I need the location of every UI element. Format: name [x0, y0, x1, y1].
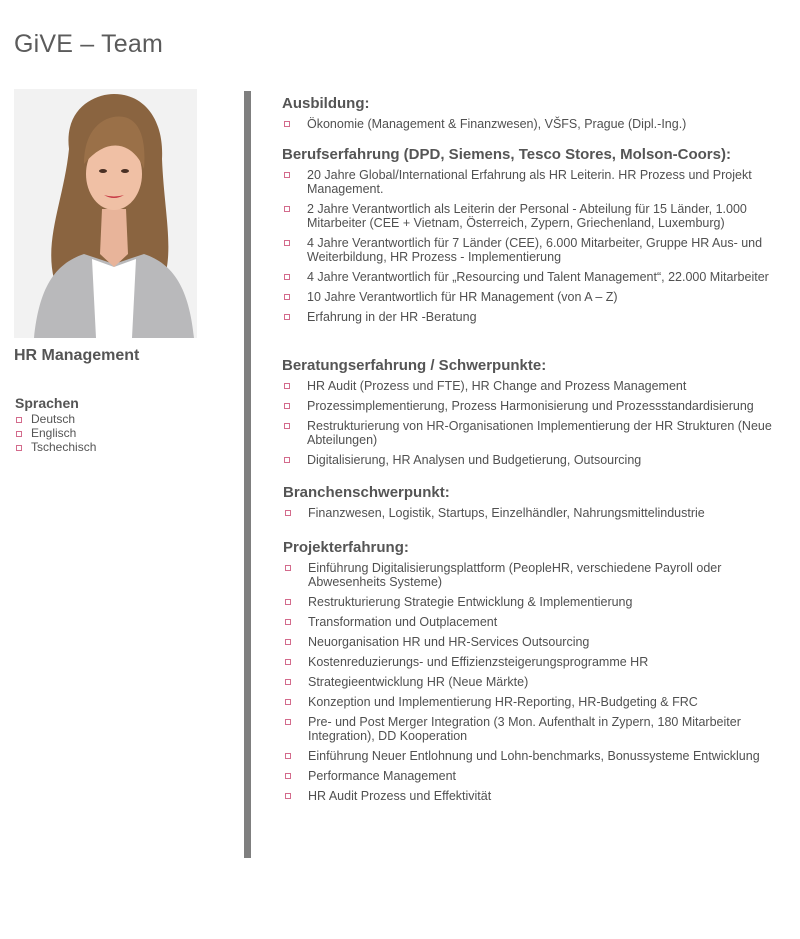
bullet-icon — [284, 457, 290, 463]
section-title: Ausbildung: — [282, 95, 370, 112]
bullet-icon — [285, 719, 291, 725]
list-item: Einführung Digitalisierungsplattform (PeopleHR, verschiedene Payroll oder Abwesenheits Systeme) — [283, 561, 783, 589]
bullet-icon — [284, 403, 290, 409]
bullet-icon — [285, 510, 291, 516]
list-item: Finanzwesen, Logistik, Startups, Einzelhändler, Nahrungsmittelindustrie — [283, 506, 783, 520]
list-item: Strategieentwicklung HR (Neue Märkte) — [283, 675, 783, 689]
portrait-image — [14, 89, 197, 338]
bullet-icon — [285, 679, 291, 685]
item-list — [282, 117, 782, 131]
list-item: 2 Jahre Verantwortlich als Leiterin der Personal - Abteilung für 15 Länder, 1.000 Mitarbeiter (CEE + Vietnam, Österreich, Zypern, Griechenland, Luxemburg) — [282, 202, 782, 230]
language-item: Tschechisch — [15, 440, 96, 454]
profile-photo — [14, 89, 197, 338]
bullet-icon — [284, 314, 290, 320]
list-item: Einführung Neuer Entlohnung und Lohn-benchmarks, Bonussysteme Entwicklung — [283, 749, 783, 763]
section-ausbildung — [282, 95, 782, 137]
bullet-icon — [284, 206, 290, 212]
list-item: Ökonomie (Management & Finanzwesen), VŠFS, Prague (Dipl.-Ing.) — [282, 117, 782, 131]
bullet-icon — [285, 659, 291, 665]
list-item: Pre- und Post Merger Integration (3 Mon. Aufenthalt in Zypern, 180 Mitarbeiter Integration), DD Kooperation — [283, 715, 783, 743]
bullet-icon — [284, 274, 290, 280]
list-item: Restrukturierung von HR-Organisationen Implementierung der HR Strukturen (Neue Abteilungen) — [282, 419, 782, 447]
bullet-icon — [16, 445, 22, 451]
item-list — [282, 379, 782, 467]
section-title: Branchenschwerpunkt: — [283, 484, 450, 501]
bullet-icon — [285, 639, 291, 645]
section-beratungserfahrung — [282, 357, 782, 473]
bullet-icon — [285, 699, 291, 705]
bullet-icon — [284, 383, 290, 389]
list-item: Kostenreduzierungs- und Effizienzsteigerungsprogramme HR — [283, 655, 783, 669]
list-item: Performance Management — [283, 769, 783, 783]
list-item: Konzeption und Implementierung HR-Reporting, HR-Budgeting & FRC — [283, 695, 783, 709]
bullet-icon — [285, 753, 291, 759]
bullet-icon — [285, 619, 291, 625]
vertical-divider — [244, 91, 251, 858]
bullet-icon — [285, 793, 291, 799]
role-title: HR Management — [14, 347, 140, 364]
list-item: Transformation und Outplacement — [283, 615, 783, 629]
item-list — [282, 168, 782, 324]
list-item: Neuorganisation HR und HR-Services Outsourcing — [283, 635, 783, 649]
bullet-icon — [285, 599, 291, 605]
bullet-icon — [284, 294, 290, 300]
bullet-icon — [285, 773, 291, 779]
bullet-icon — [284, 423, 290, 429]
list-item: Erfahrung in der HR -Beratung — [282, 310, 782, 324]
bullet-icon — [285, 565, 291, 571]
list-item: Restrukturierung Strategie Entwicklung & Implementierung — [283, 595, 783, 609]
page-title: GiVE – Team — [14, 30, 164, 58]
language-item: Deutsch — [15, 412, 96, 426]
languages-list — [15, 412, 96, 454]
bullet-icon — [284, 172, 290, 178]
bullet-icon — [16, 431, 22, 437]
section-title: Beratungserfahrung / Schwerpunkte: — [282, 357, 547, 374]
item-list — [283, 506, 783, 520]
section-projekterfahrung — [283, 539, 783, 809]
list-item: Prozessimplementierung, Prozess Harmonisierung und Prozessstandardisierung — [282, 399, 782, 413]
languages-heading: Sprachen — [15, 395, 79, 411]
bullet-icon — [284, 121, 290, 127]
list-item: Digitalisierung, HR Analysen und Budgetierung, Outsourcing — [282, 453, 782, 467]
language-item: Englisch — [15, 426, 96, 440]
section-title: Berufserfahrung (DPD, Siemens, Tesco Stores, Molson-Coors): — [282, 146, 731, 163]
bullet-icon — [16, 417, 22, 423]
item-list — [283, 561, 783, 803]
section-title: Projekterfahrung: — [283, 539, 409, 556]
list-item: 4 Jahre Verantwortlich für 7 Länder (CEE), 6.000 Mitarbeiter, Gruppe HR Aus- und Weiterbildung, HR Prozess - Implementierung — [282, 236, 782, 264]
list-item: 20 Jahre Global/International Erfahrung als HR Leiterin. HR Prozess und Projekt Management. — [282, 168, 782, 196]
list-item: 10 Jahre Verantwortlich für HR Management (von A – Z) — [282, 290, 782, 304]
list-item: HR Audit (Prozess und FTE), HR Change and Prozess Management — [282, 379, 782, 393]
bullet-icon — [284, 240, 290, 246]
list-item: 4 Jahre Verantwortlich für „Resourcing und Talent Management“, 22.000 Mitarbeiter — [282, 270, 782, 284]
section-berufserfahrung — [282, 146, 782, 330]
list-item: HR Audit Prozess und Effektivität — [283, 789, 783, 803]
section-branchenschwerpunkt — [283, 484, 783, 526]
